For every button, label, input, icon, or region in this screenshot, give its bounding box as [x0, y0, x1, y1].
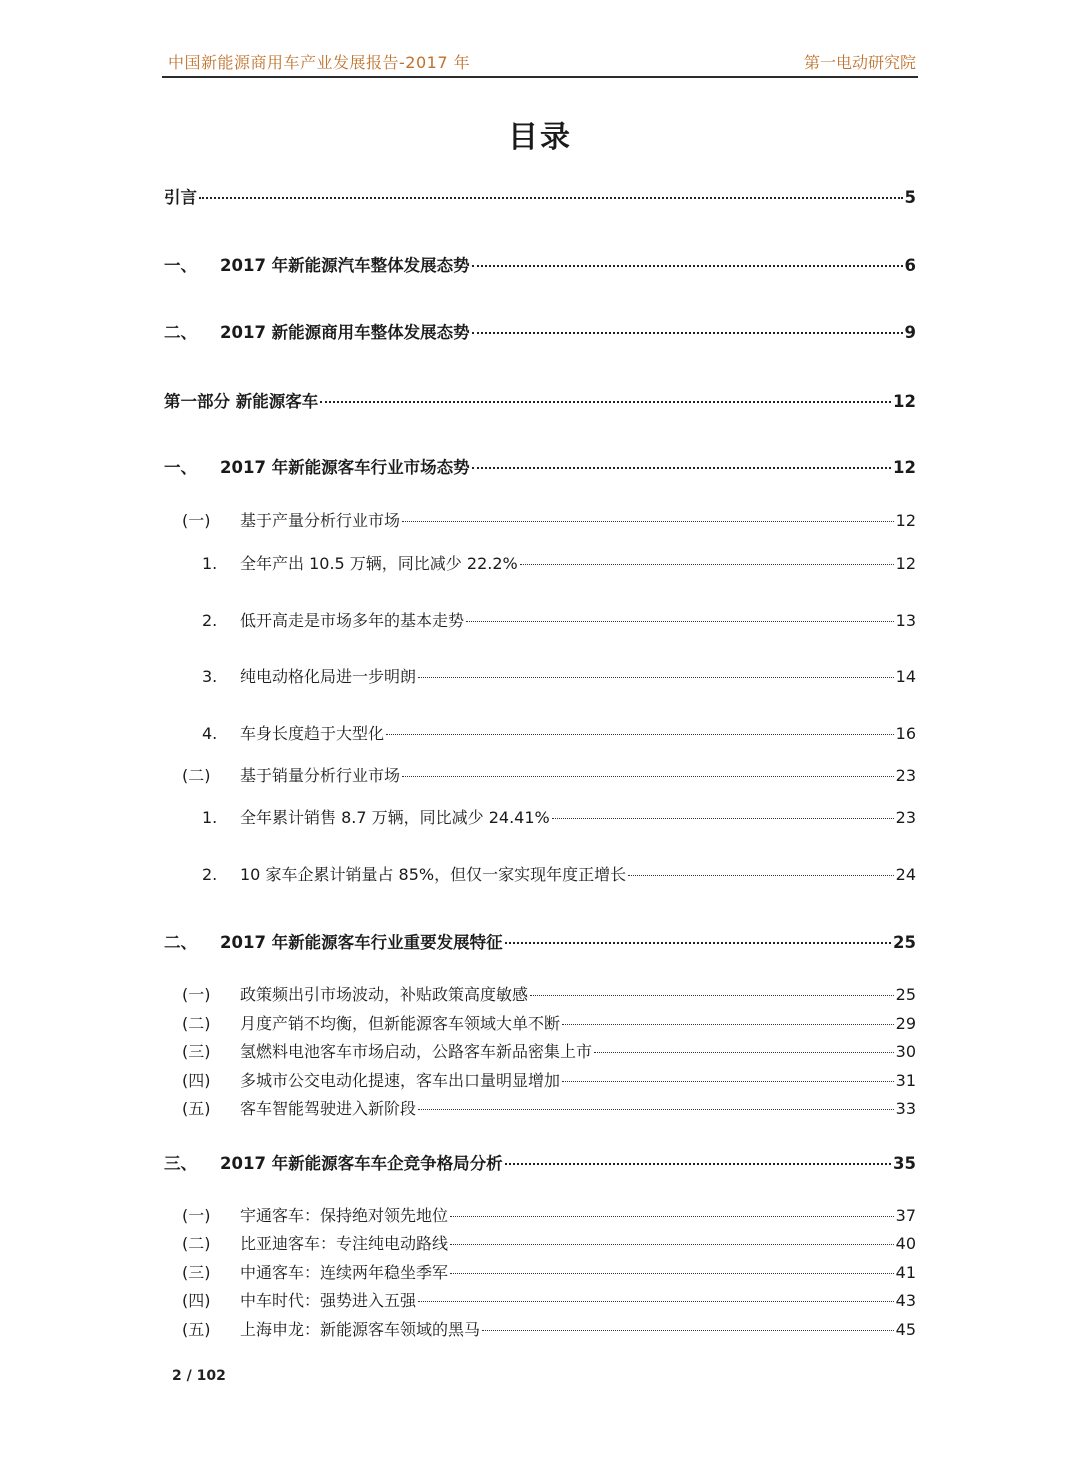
toc-entry-text: 纯电动格化局进一步明朗	[240, 667, 417, 686]
toc-page-number: 12	[893, 458, 916, 477]
toc-leader-dots	[402, 776, 894, 777]
toc-entry[interactable]	[202, 553, 916, 575]
toc-entry-text: 2017 年新能源汽车整体发展态势	[220, 256, 470, 275]
toc-entry-marker: 1.	[202, 808, 218, 827]
toc-entry[interactable]	[164, 1153, 916, 1175]
toc-page-number: 12	[895, 554, 916, 573]
toc-entry-text: 10 家车企累计销量占 85%，但仅一家实现年度正增长	[240, 865, 627, 884]
toc-entry[interactable]	[182, 1098, 916, 1120]
toc-page-number: 25	[895, 985, 916, 1004]
toc-leader-dots	[418, 1301, 894, 1302]
page-title: 目录	[508, 120, 572, 155]
toc-entry-marker: 3.	[202, 667, 218, 686]
toc-entry-marker: 4.	[202, 724, 218, 743]
toc-leader-dots	[472, 467, 891, 469]
toc-leader-dots	[530, 995, 894, 996]
toc-entry[interactable]	[164, 322, 916, 344]
toc-page-number: 12	[893, 392, 916, 411]
toc-entry[interactable]	[182, 1070, 916, 1092]
toc-entry-text: 基于销量分析行业市场	[240, 766, 401, 785]
toc-page-number: 37	[895, 1206, 916, 1225]
toc-entry[interactable]	[202, 864, 916, 886]
toc-page-number: 9	[904, 323, 916, 342]
toc-entry-marker: (三)	[182, 1042, 211, 1061]
page-indicator: 2 / 102	[172, 1368, 226, 1384]
publisher-header: 第一电动研究院	[803, 53, 916, 72]
toc-entry[interactable]	[182, 1013, 916, 1035]
toc-leader-dots	[562, 1024, 894, 1025]
toc-entry-text: 宇通客车：保持绝对领先地位	[240, 1206, 449, 1225]
toc-leader-dots	[520, 564, 894, 565]
toc-leader-dots	[320, 401, 891, 403]
toc-entry-text: 引言	[164, 188, 197, 207]
toc-entry-marker: 一、	[164, 256, 197, 275]
toc-entry-marker: 一、	[164, 458, 197, 477]
toc-entry[interactable]	[202, 666, 916, 688]
toc-page-number: 5	[904, 188, 916, 207]
toc-entry-marker: 二、	[164, 933, 197, 952]
toc-page-number: 25	[893, 933, 916, 952]
toc-entry-marker: (一)	[182, 1206, 211, 1225]
toc-entry[interactable]	[202, 807, 916, 829]
toc-entry[interactable]	[164, 391, 916, 413]
toc-leader-dots	[199, 197, 903, 199]
toc-entry-text: 2017 年新能源客车车企竞争格局分析	[220, 1154, 503, 1173]
toc-leader-dots	[472, 265, 903, 267]
toc-leader-dots	[562, 1081, 894, 1082]
toc-entry[interactable]	[182, 1319, 916, 1341]
toc-page-number: 31	[895, 1071, 916, 1090]
toc-entry-marker: (四)	[182, 1071, 211, 1090]
toc-leader-dots	[402, 521, 894, 522]
toc-entry-text: 车身长度趋于大型化	[240, 724, 385, 743]
toc-page-number: 24	[895, 865, 916, 884]
toc-entry-marker: 二、	[164, 323, 197, 342]
toc-entry[interactable]	[182, 1233, 916, 1255]
toc-leader-dots	[450, 1216, 894, 1217]
toc-page-number: 30	[895, 1042, 916, 1061]
toc-entry[interactable]	[164, 457, 916, 479]
toc-page-number: 6	[904, 256, 916, 275]
toc-entry[interactable]	[164, 255, 916, 277]
toc-entry-text: 2017 年新能源客车行业重要发展特征	[220, 933, 503, 952]
toc-entry-text: 2017 年新能源客车行业市场态势	[220, 458, 470, 477]
report-title-header: 中国新能源商用车产业发展报告-2017 年	[168, 53, 471, 72]
toc-entry-text: 中车时代：强势进入五强	[240, 1291, 417, 1310]
toc-entry-text: 政策频出引市场波动，补贴政策高度敏感	[240, 985, 529, 1004]
toc-page-number: 41	[895, 1263, 916, 1282]
toc-page-number: 40	[895, 1234, 916, 1253]
toc-entry-text: 客车智能驾驶进入新阶段	[240, 1099, 417, 1118]
toc-entry[interactable]	[182, 984, 916, 1006]
toc-entry-marker: 2.	[202, 865, 218, 884]
toc-entry-text: 第一部分 新能源客车	[164, 392, 319, 411]
toc-entry[interactable]	[182, 1262, 916, 1284]
toc-leader-dots	[450, 1244, 894, 1245]
toc-leader-dots	[505, 942, 891, 944]
toc-entry[interactable]	[182, 1041, 916, 1063]
toc-entry-text: 上海申龙：新能源客车领域的黑马	[240, 1320, 481, 1339]
toc-leader-dots	[386, 734, 894, 735]
toc-entry-marker: (五)	[182, 1099, 211, 1118]
toc-leader-dots	[628, 875, 894, 876]
toc-entry-marker: (二)	[182, 766, 211, 785]
toc-page-number: 13	[895, 611, 916, 630]
toc-leader-dots	[505, 1163, 891, 1165]
toc-entry[interactable]	[182, 510, 916, 532]
toc-entry-text: 月度产销不均衡，但新能源客车领域大单不断	[240, 1014, 561, 1033]
toc-entry-text: 2017 新能源商用车整体发展态势	[220, 323, 470, 342]
toc-entry[interactable]	[164, 187, 916, 209]
toc-entry-marker: (一)	[182, 985, 211, 1004]
toc-entry[interactable]	[182, 1290, 916, 1312]
toc-entry-marker: 1.	[202, 554, 218, 573]
toc-page-number: 45	[895, 1320, 916, 1339]
toc-page-number: 35	[893, 1154, 916, 1173]
toc-entry-marker: (二)	[182, 1234, 211, 1253]
toc-entry[interactable]	[202, 610, 916, 632]
toc-leader-dots	[418, 1109, 894, 1110]
toc-entry-marker: (三)	[182, 1263, 211, 1282]
toc-entry-text: 基于产量分析行业市场	[240, 511, 401, 530]
toc-page-number: 29	[895, 1014, 916, 1033]
toc-leader-dots	[594, 1052, 894, 1053]
toc-entry[interactable]	[182, 765, 916, 787]
toc-entry-marker: (四)	[182, 1291, 211, 1310]
toc-page-number: 43	[895, 1291, 916, 1310]
toc-entry-marker: (五)	[182, 1320, 211, 1339]
toc-leader-dots	[418, 677, 894, 678]
toc-entry-marker: (二)	[182, 1014, 211, 1033]
toc-entry[interactable]	[182, 1205, 916, 1227]
toc-entry[interactable]	[164, 932, 916, 954]
toc-entry-marker: (一)	[182, 511, 211, 530]
toc-page-number: 12	[895, 511, 916, 530]
toc-leader-dots	[482, 1330, 894, 1331]
toc-entry-text: 全年累计销售 8.7 万辆，同比减少 24.41%	[240, 808, 550, 827]
toc-page-number: 33	[895, 1099, 916, 1118]
toc-page-number: 23	[895, 766, 916, 785]
toc-entry-marker: 三、	[164, 1154, 197, 1173]
toc-entry-text: 中通客车：连续两年稳坐季军	[240, 1263, 449, 1282]
toc-entry-text: 全年产出 10.5 万辆，同比减少 22.2%	[240, 554, 518, 573]
toc-leader-dots	[466, 621, 894, 622]
toc-page-number: 16	[895, 724, 916, 743]
toc-entry[interactable]	[202, 723, 916, 745]
toc-entry-text: 氢燃料电池客车市场启动，公路客车新品密集上市	[240, 1042, 593, 1061]
toc-entry-text: 多城市公交电动化提速，客车出口量明显增加	[240, 1071, 561, 1090]
toc-entry-marker: 2.	[202, 611, 218, 630]
toc-leader-dots	[450, 1273, 894, 1274]
toc-entry-text: 比亚迪客车：专注纯电动路线	[240, 1234, 449, 1253]
toc-page-number: 14	[895, 667, 916, 686]
toc-entry-text: 低开高走是市场多年的基本走势	[240, 611, 465, 630]
toc-leader-dots	[552, 818, 894, 819]
toc-leader-dots	[472, 332, 903, 334]
toc-page-number: 23	[895, 808, 916, 827]
